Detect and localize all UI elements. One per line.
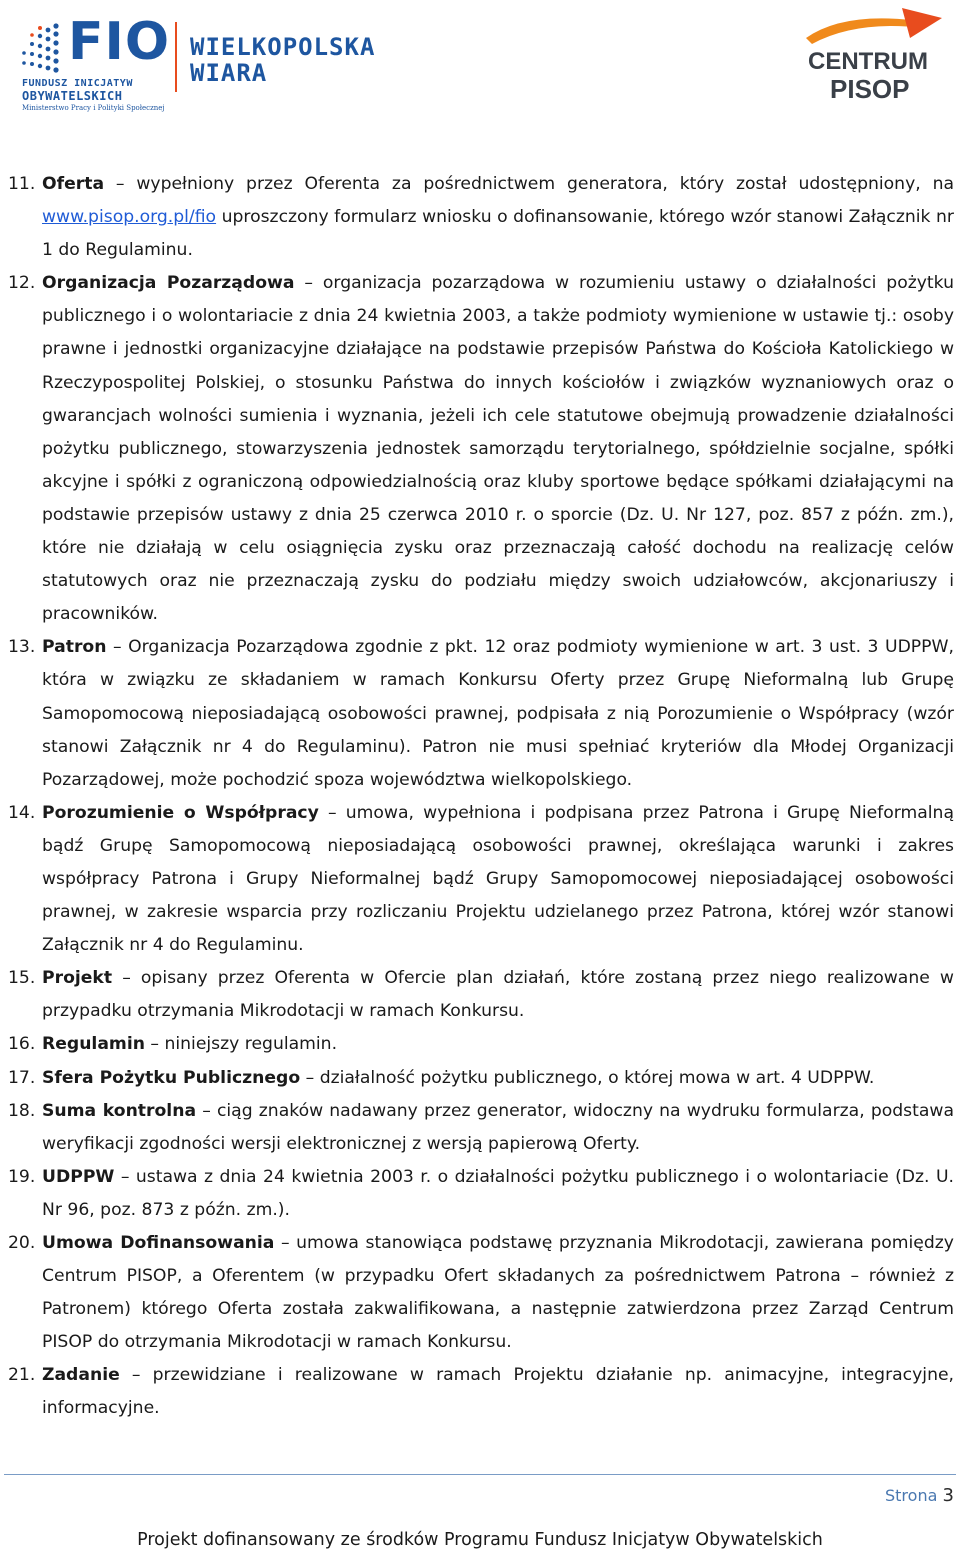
definition-item xyxy=(8,631,954,796)
definition-item xyxy=(8,797,954,962)
definition-item xyxy=(8,1359,954,1425)
wielkopolska-logo-line1: WIELKOPOLSKA xyxy=(190,33,376,61)
definition-body: – umowa, wypełniona i podpisana przez Patrona i Grupę Nieformalną bądź Grupę Samopomocową nieposiadającą osobowości prawnej, określająca warunki i zakres współpracy Patrona i Grupy Nieformalnej bądź Grupy Samopomocowej nieposiadającej osobowości prawnej, w zakresie wsparcia przy rozliczaniu Projektu udzielanego przez Patrona, której wzór stanowi Załącznik nr 4 do Regulaminu. xyxy=(42,802,954,956)
definition-text xyxy=(42,1227,954,1359)
definition-body-end: uproszczony formularz wniosku o dofinansowanie, którego wzór stanowi Załącznik nr 1 do Regulaminu. xyxy=(42,207,954,261)
definition-number: 21. xyxy=(8,1365,36,1386)
definition-text xyxy=(42,1359,954,1425)
definition-body: – ciąg znaków nadawany przez generator, widoczny na wydruku formularza, podstawa weryfikacji zgodności wersji elektronicznej z wersją papierową Oferty. xyxy=(42,1100,954,1154)
page-number: 3 xyxy=(942,1485,954,1506)
funding-note: Projekt dofinansowany ze środków Programu Fundusz Inicjatyw Obywatelskich xyxy=(137,1530,823,1550)
definition-body: – opisany przez Oferenta w Ofercie plan działań, które zostaną przez niego realizowane w przypadku otrzymania Mikrodotacji w ramach Konkursu. xyxy=(42,968,954,1022)
header-logos xyxy=(0,0,960,120)
logo-divider xyxy=(175,22,177,92)
definition-item xyxy=(8,1095,954,1161)
definition-body: – działalność pożytku publicznego, o której mowa w art. 4 UDPPW. xyxy=(300,1067,875,1088)
definition-body: – umowa stanowiąca podstawę przyznania Mikrodotacji, zawierana pomiędzy Centrum PISOP, a Oferentem (w przypadku Ofert składanych za pośrednictwem Patrona – również z Patronem) którego Oferta została zakwalifikowana, a następnie zatwierdzona przez Zarząd Centrum PISOP do otrzymania Mikrodotacji w ramach Konkursu. xyxy=(42,1233,954,1353)
definition-item xyxy=(8,168,954,267)
definition-term: Porozumienie o Współpracy xyxy=(42,802,319,823)
page-label-text: Strona xyxy=(885,1486,938,1505)
pisop-fio-link[interactable]: www.pisop.org.pl/fio xyxy=(42,207,217,228)
footer-divider xyxy=(4,1474,956,1475)
definition-text xyxy=(42,1161,954,1227)
definition-item xyxy=(8,1227,954,1359)
definition-body: – wypełniony przez Oferenta za pośrednictwem generatora, który został udostępniony, na xyxy=(104,174,954,194)
definition-term: Regulamin xyxy=(42,1034,145,1055)
definition-item xyxy=(8,267,954,631)
definition-number: 16. xyxy=(8,1034,36,1055)
definition-term: Sfera Pożytku Publicznego xyxy=(42,1067,301,1088)
wielkopolska-wiara-logo xyxy=(190,34,375,86)
definition-term: Suma kontrolna xyxy=(42,1100,197,1121)
centrum-pisop-swoosh-icon xyxy=(806,8,946,50)
definition-item xyxy=(8,1161,954,1227)
definition-item xyxy=(8,1062,954,1095)
definition-body: – Organizacja Pozarządowa zgodnie z pkt. 12 oraz podmioty wymienione w art. 3 ust. 3 UDPPW, która w związku ze składaniem w ramach Konkursu Oferty przez Grupę Nieformalną lub Grupę Samopomocową nieposiadającą osobowości prawnej, podpisała z nią Porozumienie o Współpracy (wzór stanowi Załącznik nr 4 do Regulaminu). Patron nie musi spełniać kryteriów dla Młodej Organizacji Pozarządowej, może pochodzić spoza województwa wielkopolskiego. xyxy=(42,637,954,790)
definition-term: Patron xyxy=(42,637,107,658)
definition-text xyxy=(42,631,954,796)
wielkopolska-logo-line2: WIARA xyxy=(190,59,268,87)
definition-number: 17. xyxy=(8,1067,36,1088)
fio-logo-line3: Ministerstwo Pracy i Polityki Społecznej xyxy=(22,104,165,112)
definition-number: 19. xyxy=(8,1166,36,1187)
definition-item xyxy=(8,962,954,1028)
definition-number: 12. xyxy=(8,273,36,294)
definition-term: Zadanie xyxy=(42,1365,120,1386)
centrum-pisop-logo xyxy=(800,8,950,108)
fio-logo-word: FIO xyxy=(68,12,171,72)
definition-number: 15. xyxy=(8,968,36,989)
definition-text xyxy=(42,1062,954,1095)
fio-logo-line2: OBYWATELSKICH xyxy=(22,89,123,103)
definition-body: – przewidziane i realizowane w ramach Projektu działanie np. animacyjne, integracyjne, informacyjne. xyxy=(42,1365,954,1419)
definition-text xyxy=(42,962,954,1028)
definition-number: 20. xyxy=(8,1233,36,1253)
definitions-list xyxy=(8,168,954,1426)
definition-text xyxy=(42,1095,954,1161)
fio-dots-icon xyxy=(18,20,64,76)
fio-logo-line1: FUNDUSZ INICJATYW xyxy=(22,78,133,89)
definition-body: – organizacja pozarządowa w rozumieniu ustawy o działalności pożytku publicznego i o wolontariacie z dnia 24 kwietnia 2003, a także podmioty wymienione w ustawie tj.: osoby prawne i jednostki organizacyjne działające na podstawie przepisów Państwa do Kościoła Katolickiego w Rzeczypospolitej Polskiej, o stosunku Państwa do innych kościołów i związków wyznaniowych oraz o gwarancjach wolności sumienia i wyznania, jeżeli ich cele statutowe obejmują prowadzenie działalności pożytku publicznego, stowarzyszenia jednostek samorządu terytorialnego, spółdzielnie socjalne, spółki akcyjne i spółki z ograniczoną odpowiedzialnością oraz kluby sportowe będące spółkami działającymi na podstawie przepisów ustawy z dnia 25 czerwca 2010 r. o sporcie (Dz. U. Nr 127, poz. 857 z późn. zm.), które nie działają w celu osiągnięcia zysku oraz przeznaczają całość dochodu na realizację celów statutowych oraz nie przeznaczają zysku do podziału między swoich udziałowców, akcjonariuszy i pracowników. xyxy=(42,273,954,625)
definition-number: 11. xyxy=(8,174,36,194)
definition-number: 14. xyxy=(8,802,36,823)
definition-text xyxy=(42,267,954,631)
centrum-logo-line2: PISOP xyxy=(830,74,910,104)
definition-item xyxy=(8,1028,954,1061)
definition-text xyxy=(42,1028,954,1061)
centrum-logo-line1: CENTRUM xyxy=(808,48,928,75)
definition-term: UDPPW xyxy=(42,1166,115,1187)
definition-number: 18. xyxy=(8,1100,36,1121)
definition-text xyxy=(42,168,954,267)
definition-term: Projekt xyxy=(42,968,113,989)
page-number-label xyxy=(885,1485,954,1506)
definition-number: 13. xyxy=(8,637,36,658)
definition-text xyxy=(42,797,954,962)
definition-body: – niniejszy regulamin. xyxy=(144,1034,338,1055)
definition-body: – ustawa z dnia 24 kwietnia 2003 r. o działalności pożytku publicznego i o wolontariacie (Dz. U. Nr 96, poz. 873 z późn. zm.). xyxy=(42,1166,954,1220)
fio-logo xyxy=(18,12,171,112)
definition-term: Oferta xyxy=(42,174,105,194)
definition-term: Umowa Dofinansowania xyxy=(42,1233,275,1253)
definition-term: Organizacja Pozarządowa xyxy=(42,273,295,294)
